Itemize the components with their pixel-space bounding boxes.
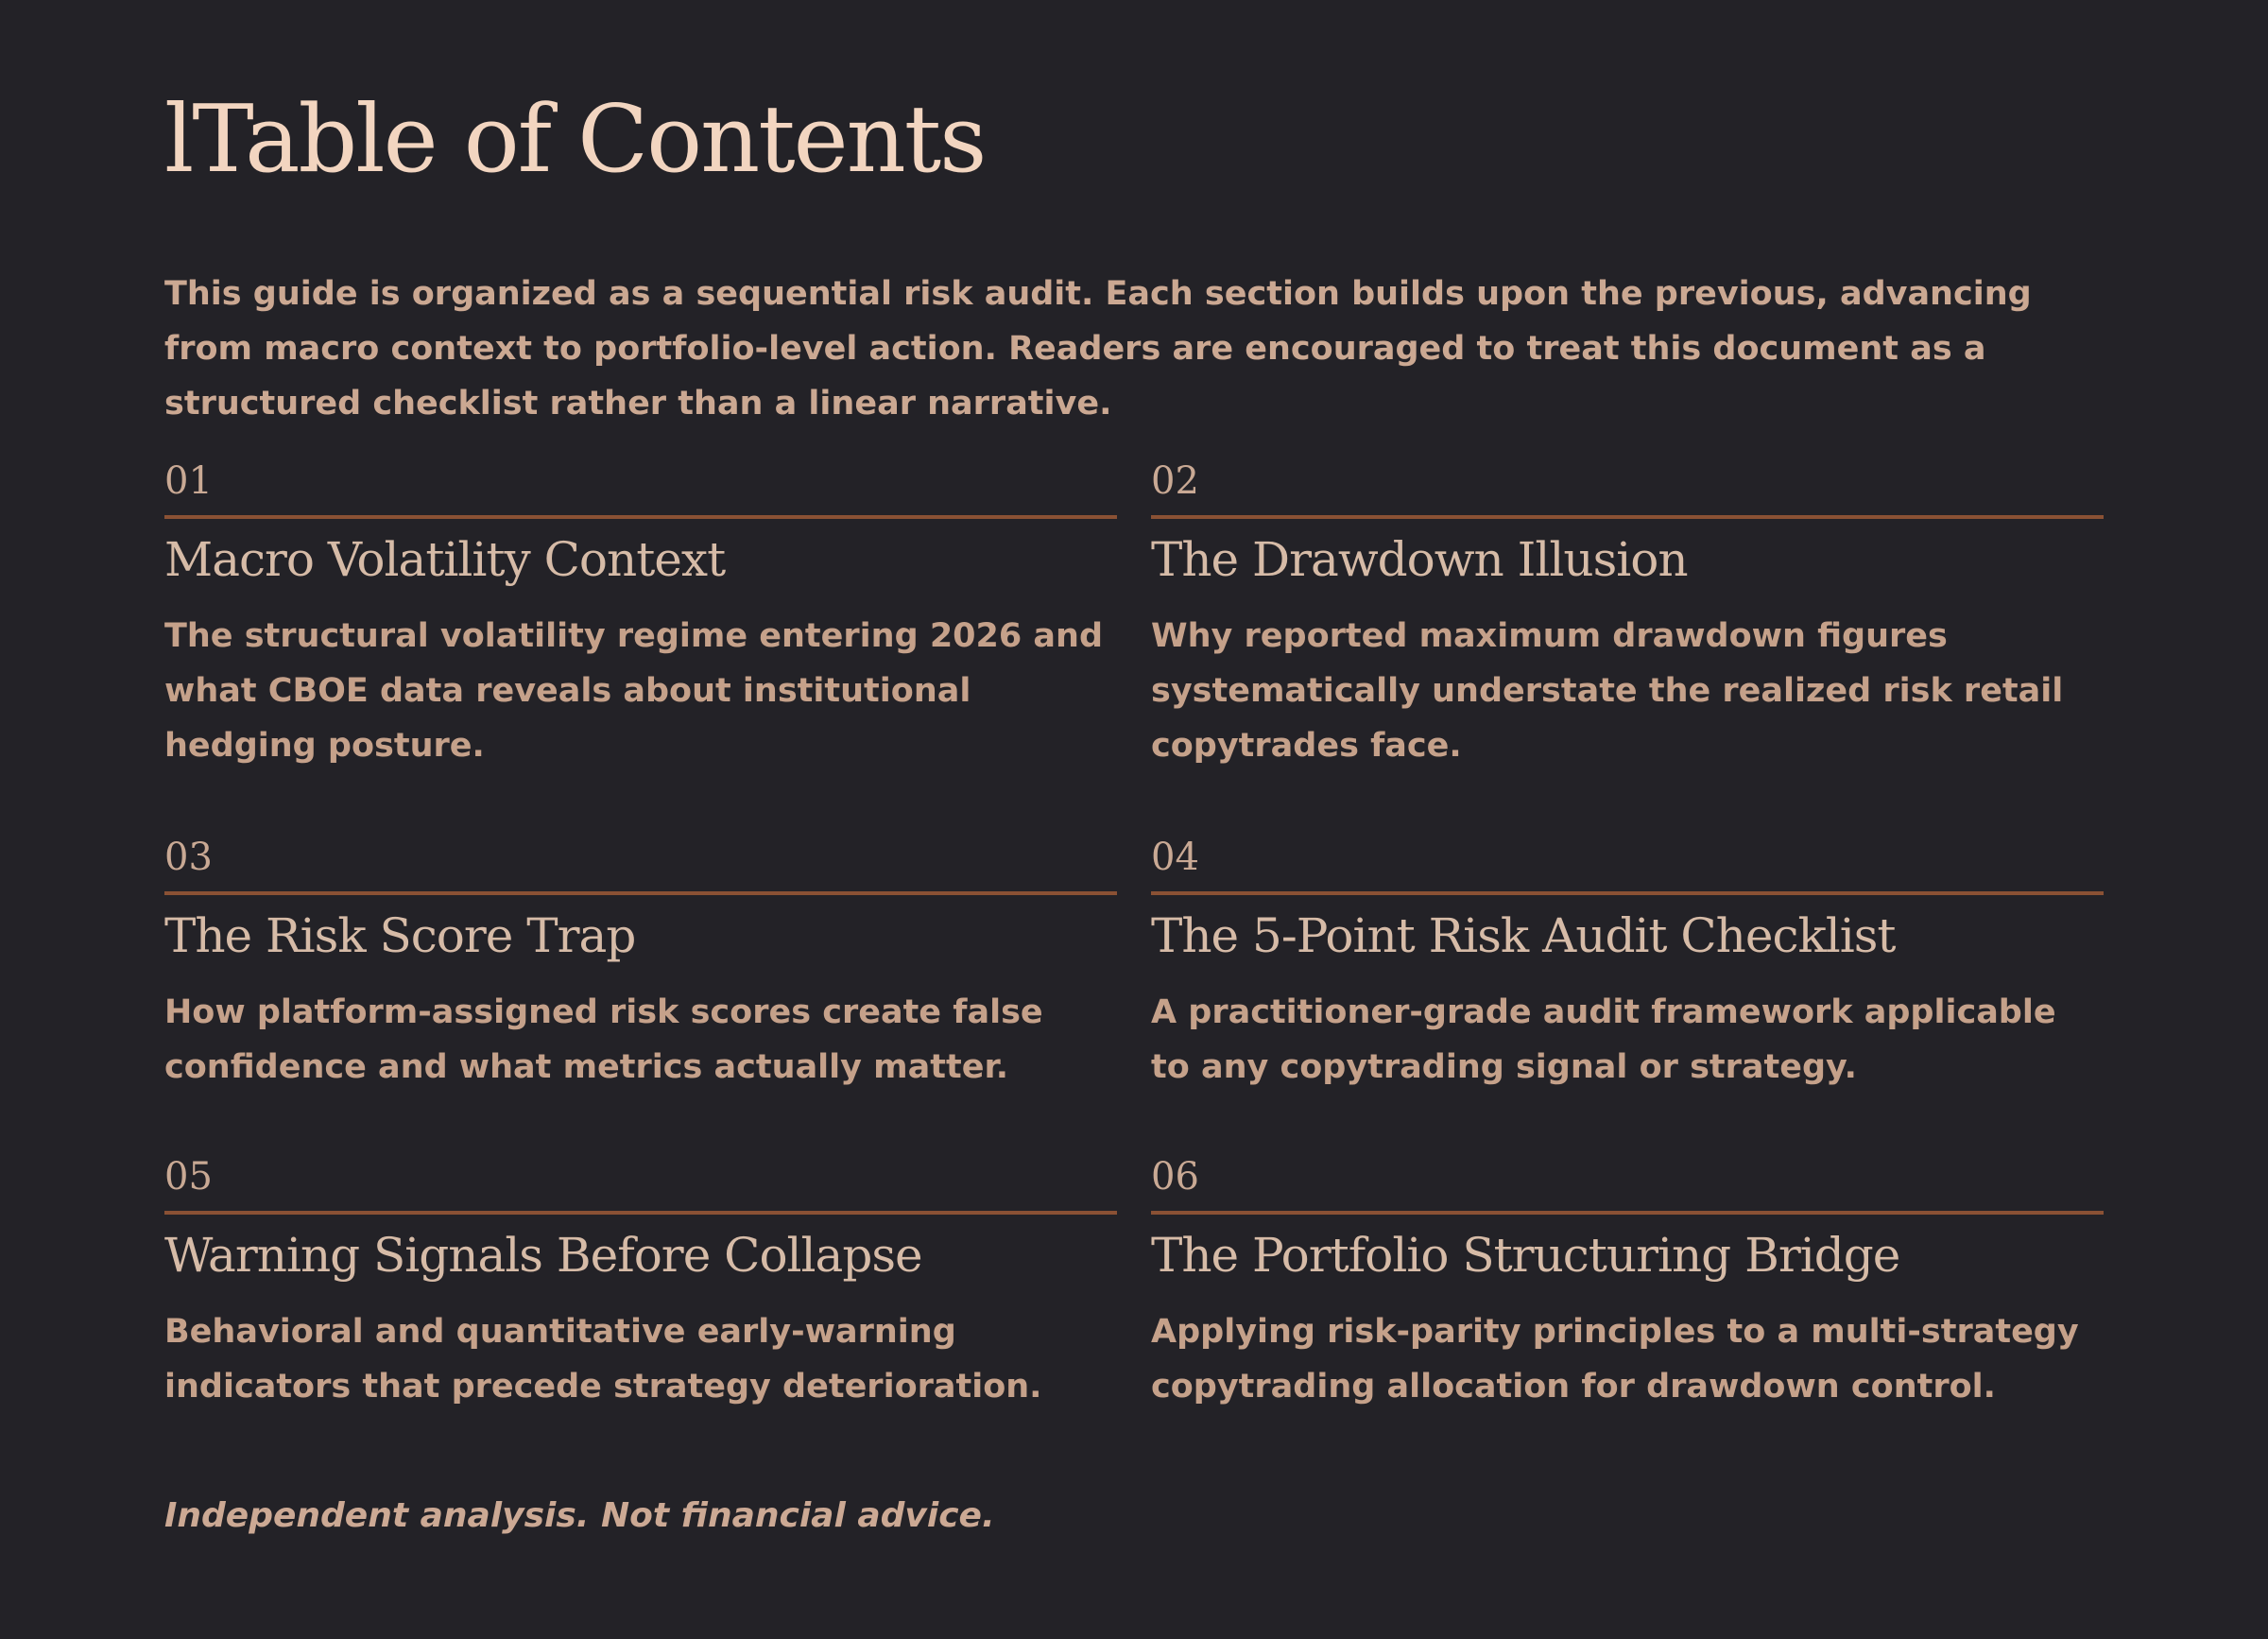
section-number: 02	[1151, 459, 1199, 503]
section-number: 06	[1151, 1155, 1199, 1199]
section-title[interactable]: Warning Signals Before Collapse	[164, 1228, 922, 1283]
section-title[interactable]: The 5-Point Risk Audit Checklist	[1151, 908, 1896, 963]
section-title[interactable]: Macro Volatility Context	[164, 532, 726, 587]
section-divider	[164, 515, 1117, 519]
section-divider	[164, 1211, 1117, 1215]
section-description: Why reported maximum drawdown figures systematically understate the realized risk retail copytrades face.	[1151, 617, 2064, 765]
section-number: 01	[164, 459, 213, 503]
section-description: How platform-assigned risk scores create false confidence and what metrics actually matter.	[164, 993, 1043, 1086]
table-of-contents-page	[164, 0, 2104, 1639]
intro-paragraph: This guide is organized as a sequential risk audit. Each section builds upon the previous, advancing from macro context to portfolio-level action. Readers are encouraged to treat this document as a structured checklist rather than a linear narrative.	[164, 275, 2032, 423]
section-divider	[1151, 1211, 2104, 1215]
section-divider	[1151, 515, 2104, 519]
page-title: lTable of Contents	[164, 86, 986, 194]
section-number: 04	[1151, 836, 1199, 879]
section-number: 03	[164, 836, 213, 879]
section-divider	[164, 891, 1117, 895]
section-number: 05	[164, 1155, 213, 1199]
section-title[interactable]: The Risk Score Trap	[164, 908, 636, 963]
section-title[interactable]: The Portfolio Structuring Bridge	[1151, 1228, 1900, 1283]
section-divider	[1151, 891, 2104, 895]
section-title[interactable]: The Drawdown Illusion	[1151, 532, 1688, 587]
section-description: A practitioner-grade audit framework applicable to any copytrading signal or strategy.	[1151, 993, 2056, 1086]
section-description: Behavioral and quantitative early-warning indicators that precede strategy deterioration.	[164, 1313, 1042, 1406]
section-description: The structural volatility regime entering 2026 and what CBOE data reveals about institutional hedging posture.	[164, 617, 1104, 765]
disclaimer-text: Independent analysis. Not financial advice.	[164, 1496, 995, 1535]
section-description: Applying risk-parity principles to a multi-strategy copytrading allocation for drawdown control.	[1151, 1313, 2079, 1406]
